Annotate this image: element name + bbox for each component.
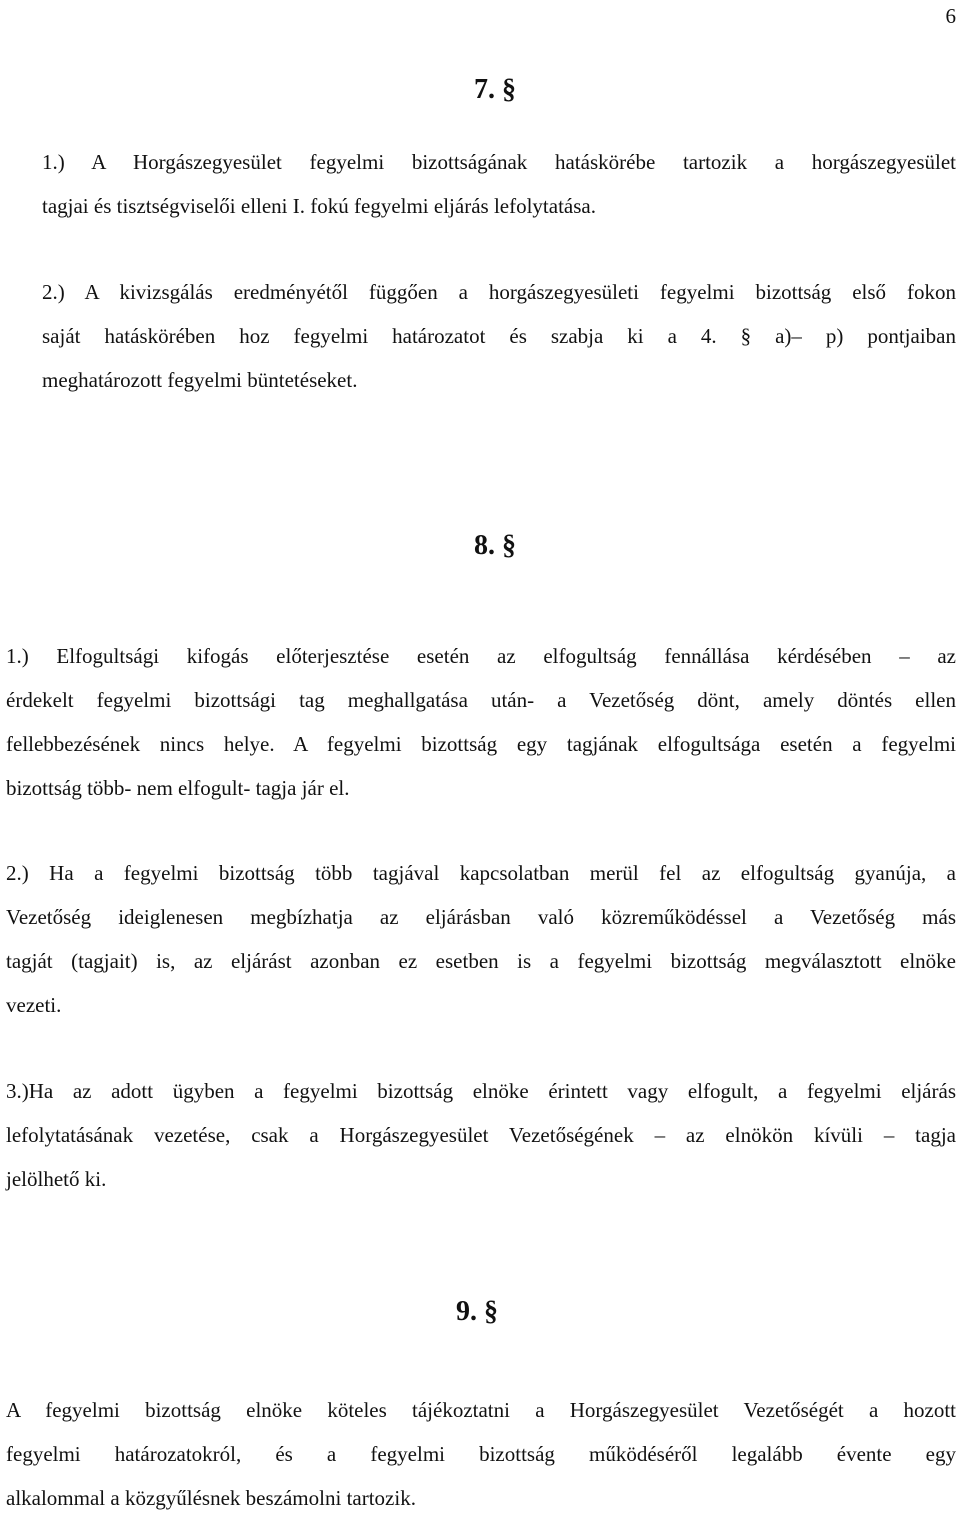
section-8-heading: 8. § — [474, 530, 516, 561]
section-7-heading: 7. § — [474, 74, 516, 105]
text-line: lefolytatásának vezetése, csak a Horgászegyesület Vezetőségének – az elnökön kívüli – tagja — [6, 1123, 956, 1147]
text-line: bizottság több- nem elfogult- tagja jár el. — [6, 776, 350, 800]
text-line: tagjai és tisztségviselői elleni I. fokú fegyelmi eljárás lefolytatása. — [42, 194, 596, 218]
text-line: 3.)Ha az adott ügyben a fegyelmi bizottság elnöke érintett vagy elfogult, a fegyelmi eljárás — [6, 1079, 956, 1103]
section-8-paragraph-3 — [6, 1069, 956, 1201]
text-line: alkalommal a közgyűlésnek beszámolni tartozik. — [6, 1486, 416, 1510]
page-number: 6 — [945, 4, 956, 28]
text-line: 1.) Elfogultsági kifogás előterjesztése esetén az elfogultság fennállása kérdésében – az — [6, 644, 956, 668]
text-line: saját hatáskörében hoz fegyelmi határozatot és szabja ki a 4. § a)– p) pontjaiban — [42, 324, 956, 348]
text-line: 2.) Ha a fegyelmi bizottság több tagjával kapcsolatban merül fel az elfogultság gyanúja, a — [6, 861, 956, 885]
section-7-paragraph-2 — [42, 270, 956, 402]
text-line: 2.) A kivizsgálás eredményétől függően a horgászegyesületi fegyelmi bizottság első fokon — [42, 280, 956, 304]
text-line: vezeti. — [6, 993, 62, 1017]
text-line: érdekelt fegyelmi bizottsági tag meghallgatása után- a Vezetőség dönt, amely döntés ellen — [6, 688, 956, 712]
text-line: 1.) A Horgászegyesület fegyelmi bizottságának hatáskörébe tartozik a horgászegyesület — [42, 150, 956, 174]
text-line: Vezetőség ideiglenesen megbízhatja az eljárásban való közreműködéssel a Vezetőség más — [6, 905, 956, 929]
text-line: A fegyelmi bizottság elnöke köteles tájékoztatni a Horgászegyesület Vezetőségét a hozott — [6, 1398, 956, 1422]
section-9-heading: 9. § — [456, 1296, 498, 1327]
text-line: meghatározott fegyelmi büntetéseket. — [42, 368, 358, 392]
text-line: jelölhető ki. — [6, 1167, 107, 1191]
text-line: fellebbezésének nincs helye. A fegyelmi bizottság egy tagjának elfogultsága esetén a fegyelmi — [6, 732, 956, 756]
section-8-paragraph-1 — [6, 634, 956, 810]
text-line: fegyelmi határozatokról, és a fegyelmi bizottság működéséről legalább évente egy — [6, 1442, 956, 1466]
section-9-paragraph-1 — [6, 1388, 956, 1520]
section-7-paragraph-1 — [42, 140, 956, 228]
section-8-paragraph-2 — [6, 851, 956, 1027]
text-line: tagját (tagjait) is, az eljárást azonban ez esetben is a fegyelmi bizottság megválasztott elnöke — [6, 949, 956, 973]
